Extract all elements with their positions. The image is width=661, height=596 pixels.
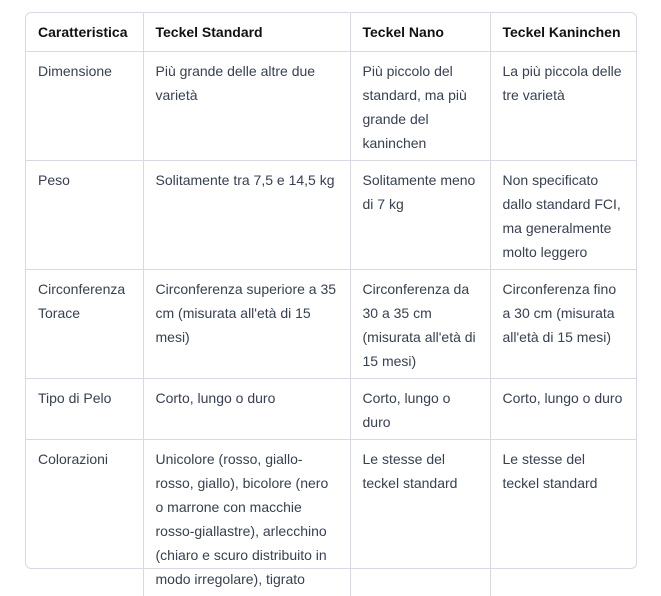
table-header-row — [26, 13, 636, 52]
header-teckel-nano: Teckel Nano — [350, 13, 490, 52]
table-row — [26, 379, 636, 440]
table-cell: Non specificato dallo standard FCI, ma generalmente molto leggero — [490, 161, 636, 270]
table-cell: Colorazioni — [26, 440, 143, 596]
table-cell: Solitamente meno di 7 kg — [350, 161, 490, 270]
header-caratteristica: Caratteristica — [26, 13, 143, 52]
table-cell: Solitamente tra 7,5 e 14,5 kg — [143, 161, 350, 270]
table-cell: Corto, lungo o duro — [490, 379, 636, 440]
table-cell: Circonferenza Torace — [26, 270, 143, 379]
table-cell: Circonferenza fino a 30 cm (misurata all'età di 15 mesi) — [490, 270, 636, 379]
table-cell: Corto, lungo o duro — [350, 379, 490, 440]
table-cell: La più piccola delle tre varietà — [490, 52, 636, 161]
comparison-table-container — [25, 12, 637, 569]
comparison-table — [26, 13, 636, 596]
table-cell: Corto, lungo o duro — [143, 379, 350, 440]
header-teckel-kaninchen: Teckel Kaninchen — [490, 13, 636, 52]
table-row — [26, 161, 636, 270]
table-cell: Circonferenza da 30 a 35 cm (misurata all'età di 15 mesi) — [350, 270, 490, 379]
table-cell: Più piccolo del standard, ma più grande del kaninchen — [350, 52, 490, 161]
table-row — [26, 270, 636, 379]
table-cell: Le stesse del teckel standard — [350, 440, 490, 596]
table-row — [26, 440, 636, 596]
table-row — [26, 52, 636, 161]
table-cell: Tipo di Pelo — [26, 379, 143, 440]
table-cell: Più grande delle altre due varietà — [143, 52, 350, 161]
table-cell: Dimensione — [26, 52, 143, 161]
table-cell: Circonferenza superiore a 35 cm (misurata all'età di 15 mesi) — [143, 270, 350, 379]
table-cell: Peso — [26, 161, 143, 270]
header-teckel-standard: Teckel Standard — [143, 13, 350, 52]
table-cell: Le stesse del teckel standard — [490, 440, 636, 596]
table-cell: Unicolore (rosso, giallo-rosso, giallo), bicolore (nero o marrone con macchie rosso-giallastre), arlecchino (chiaro e scuro distribuito in modo irregolare), tigrato — [143, 440, 350, 596]
